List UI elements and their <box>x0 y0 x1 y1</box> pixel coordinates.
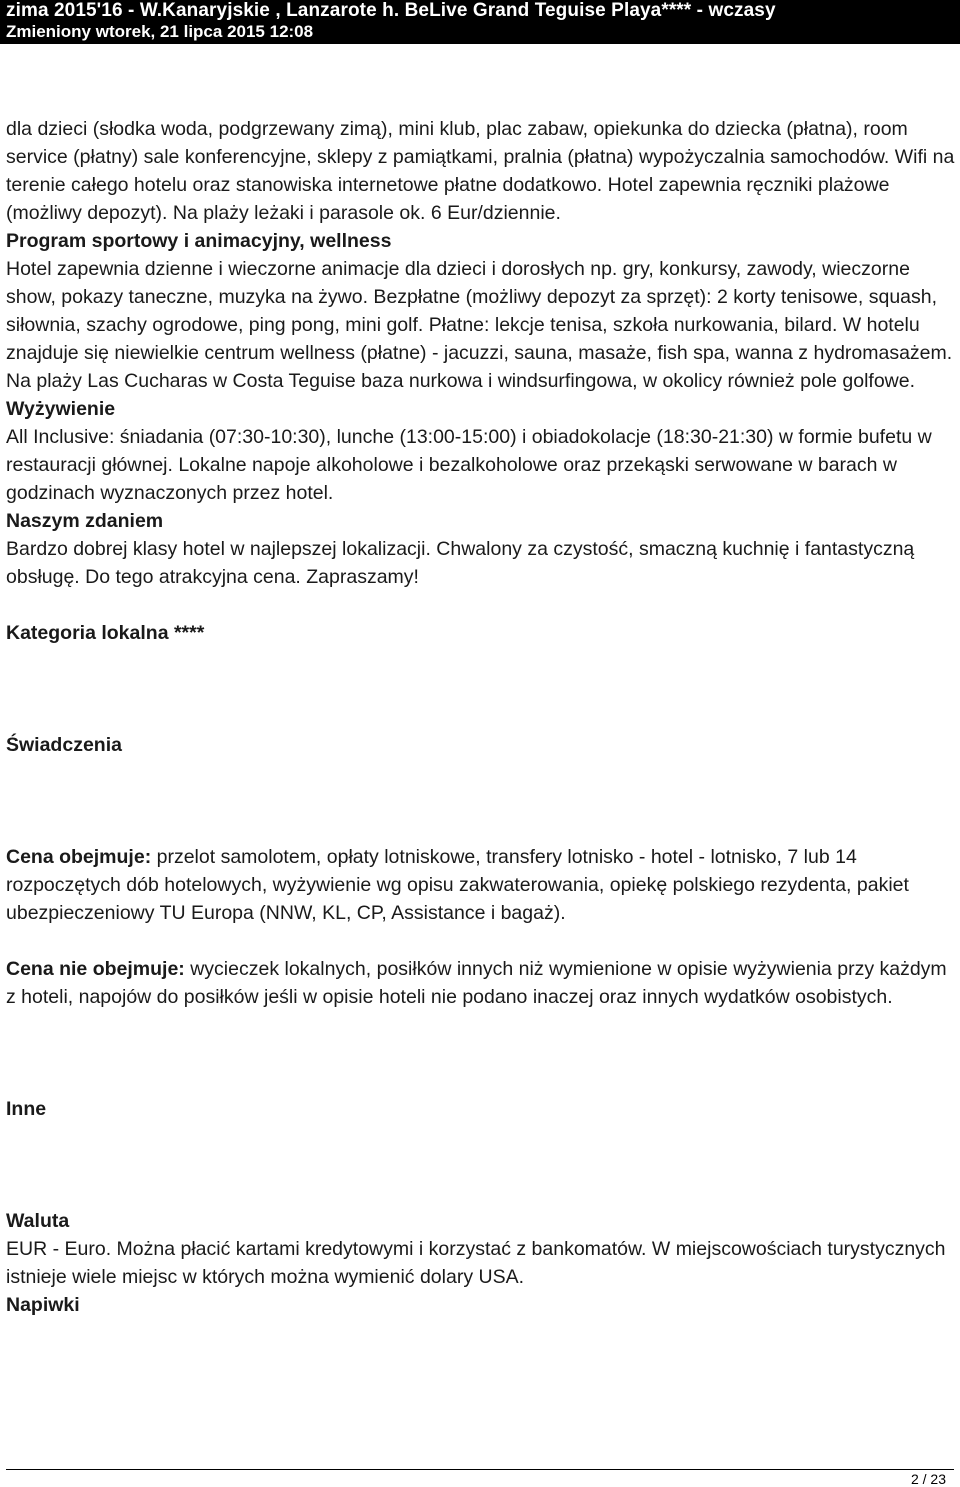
category-heading: Kategoria lokalna **** <box>6 622 205 644</box>
opinion-heading: Naszym zdaniem <box>6 510 164 532</box>
page-number: 2 / 23 <box>910 1471 946 1487</box>
program-heading: Program sportowy i animacyjny, wellness <box>6 230 392 252</box>
opinion-paragraph: Bardzo dobrej klasy hotel w najlepszej lokalizacji. Chwalony za czystość, smaczną kuchnię i fantastyczną obsługę. Do tego atrakcyjna cena. Zapraszamy! <box>6 538 915 588</box>
currency-paragraph: EUR - Euro. Można płacić kartami kredytowymi i korzystać z bankomatów. W miejscowościach turystycznych istnieje wiele miejsc w których można wymienić dolary USA. <box>6 1238 946 1288</box>
footer-divider <box>6 1469 954 1470</box>
program-paragraph: Hotel zapewnia dzienne i wieczorne animacje dla dzieci i dorosłych np. gry, konkursy, zawody, wieczorne show, pokazy taneczne, muzyka na żywo. Bezpłatne (możliwy depozyt za sprzęt): 2 korty tenisowe, squash, siłownia, szachy ogrodowe, ping pong, mini golf. Płatne: lekcje tenisa, szkoła nurkowania, bilard. W hotelu znajduje się niewielkie centrum wellness (płatne) - jacuzzi, sauna, masaże, fish spa, wanna z hydromasażem. Na plaży Las Cucharas w Costa Teguise baza nurkowa i windsurfingowa, w okolicy również pole golfowe. <box>6 258 953 392</box>
other-heading: Inne <box>6 1098 47 1120</box>
price-includes-paragraph <box>6 843 956 927</box>
header-modified-date: Zmieniony wtorek, 21 lipca 2015 12:08 <box>6 22 314 41</box>
document-header <box>0 0 960 44</box>
price-excludes-text: wycieczek lokalnych, posiłków innych niż wymienione w opisie wyżywienia przy każdym z hoteli, napojów do posiłków jeśli w opisie hoteli nie podano inaczej oraz innych wydatków osobistych. <box>6 958 947 1008</box>
intro-paragraph: dla dzieci (słodka woda, podgrzewany zimą), mini klub, plac zabaw, opiekunka do dziecka (płatna), room service (płatny) sale konferencyjne, sklepy z pamiątkami, pralnia (płatna) wypożyczalnia samochodów. Wifi na terenie całego hotelu oraz stanowiska internetowe płatne dodatkowo. Hotel zapewnia ręczniki plażowe (możliwy depozyt). Na plaży leżaki i parasole ok. 6 Eur/dziennie. <box>6 118 955 224</box>
header-title: zima 2015'16 - W.Kanaryjskie , Lanzarote h. BeLive Grand Teguise Playa**** - wczasy <box>6 0 776 21</box>
document-body <box>6 115 956 1319</box>
tips-heading: Napiwki <box>6 1294 80 1316</box>
price-includes-label: Cena obejmuje: <box>6 846 152 868</box>
price-excludes-label: Cena nie obejmuje: <box>6 958 185 980</box>
food-heading: Wyżywienie <box>6 398 116 420</box>
food-paragraph: All Inclusive: śniadania (07:30-10:30), lunche (13:00-15:00) i obiadokolacje (18:30-21:30) w formie bufetu w restauracji głównej. Lokalne napoje alkoholowe i bezalkoholowe oraz przekąski serwowane w barach w godzinach wyznaczonych przez hotel. <box>6 426 932 504</box>
price-includes-text: przelot samolotem, opłaty lotniskowe, transfery lotnisko - hotel - lotnisko, 7 lub 14 rozpoczętych dób hotelowych, wyżywienie wg opisu zakwaterowania, opiekę polskiego rezydenta, pakiet ubezpieczeniowy TU Europa (NNW, KL, CP, Assistance i bagaż). <box>6 846 909 924</box>
services-heading: Świadczenia <box>6 734 122 756</box>
currency-heading: Waluta <box>6 1210 70 1232</box>
price-excludes-paragraph <box>6 955 956 1011</box>
